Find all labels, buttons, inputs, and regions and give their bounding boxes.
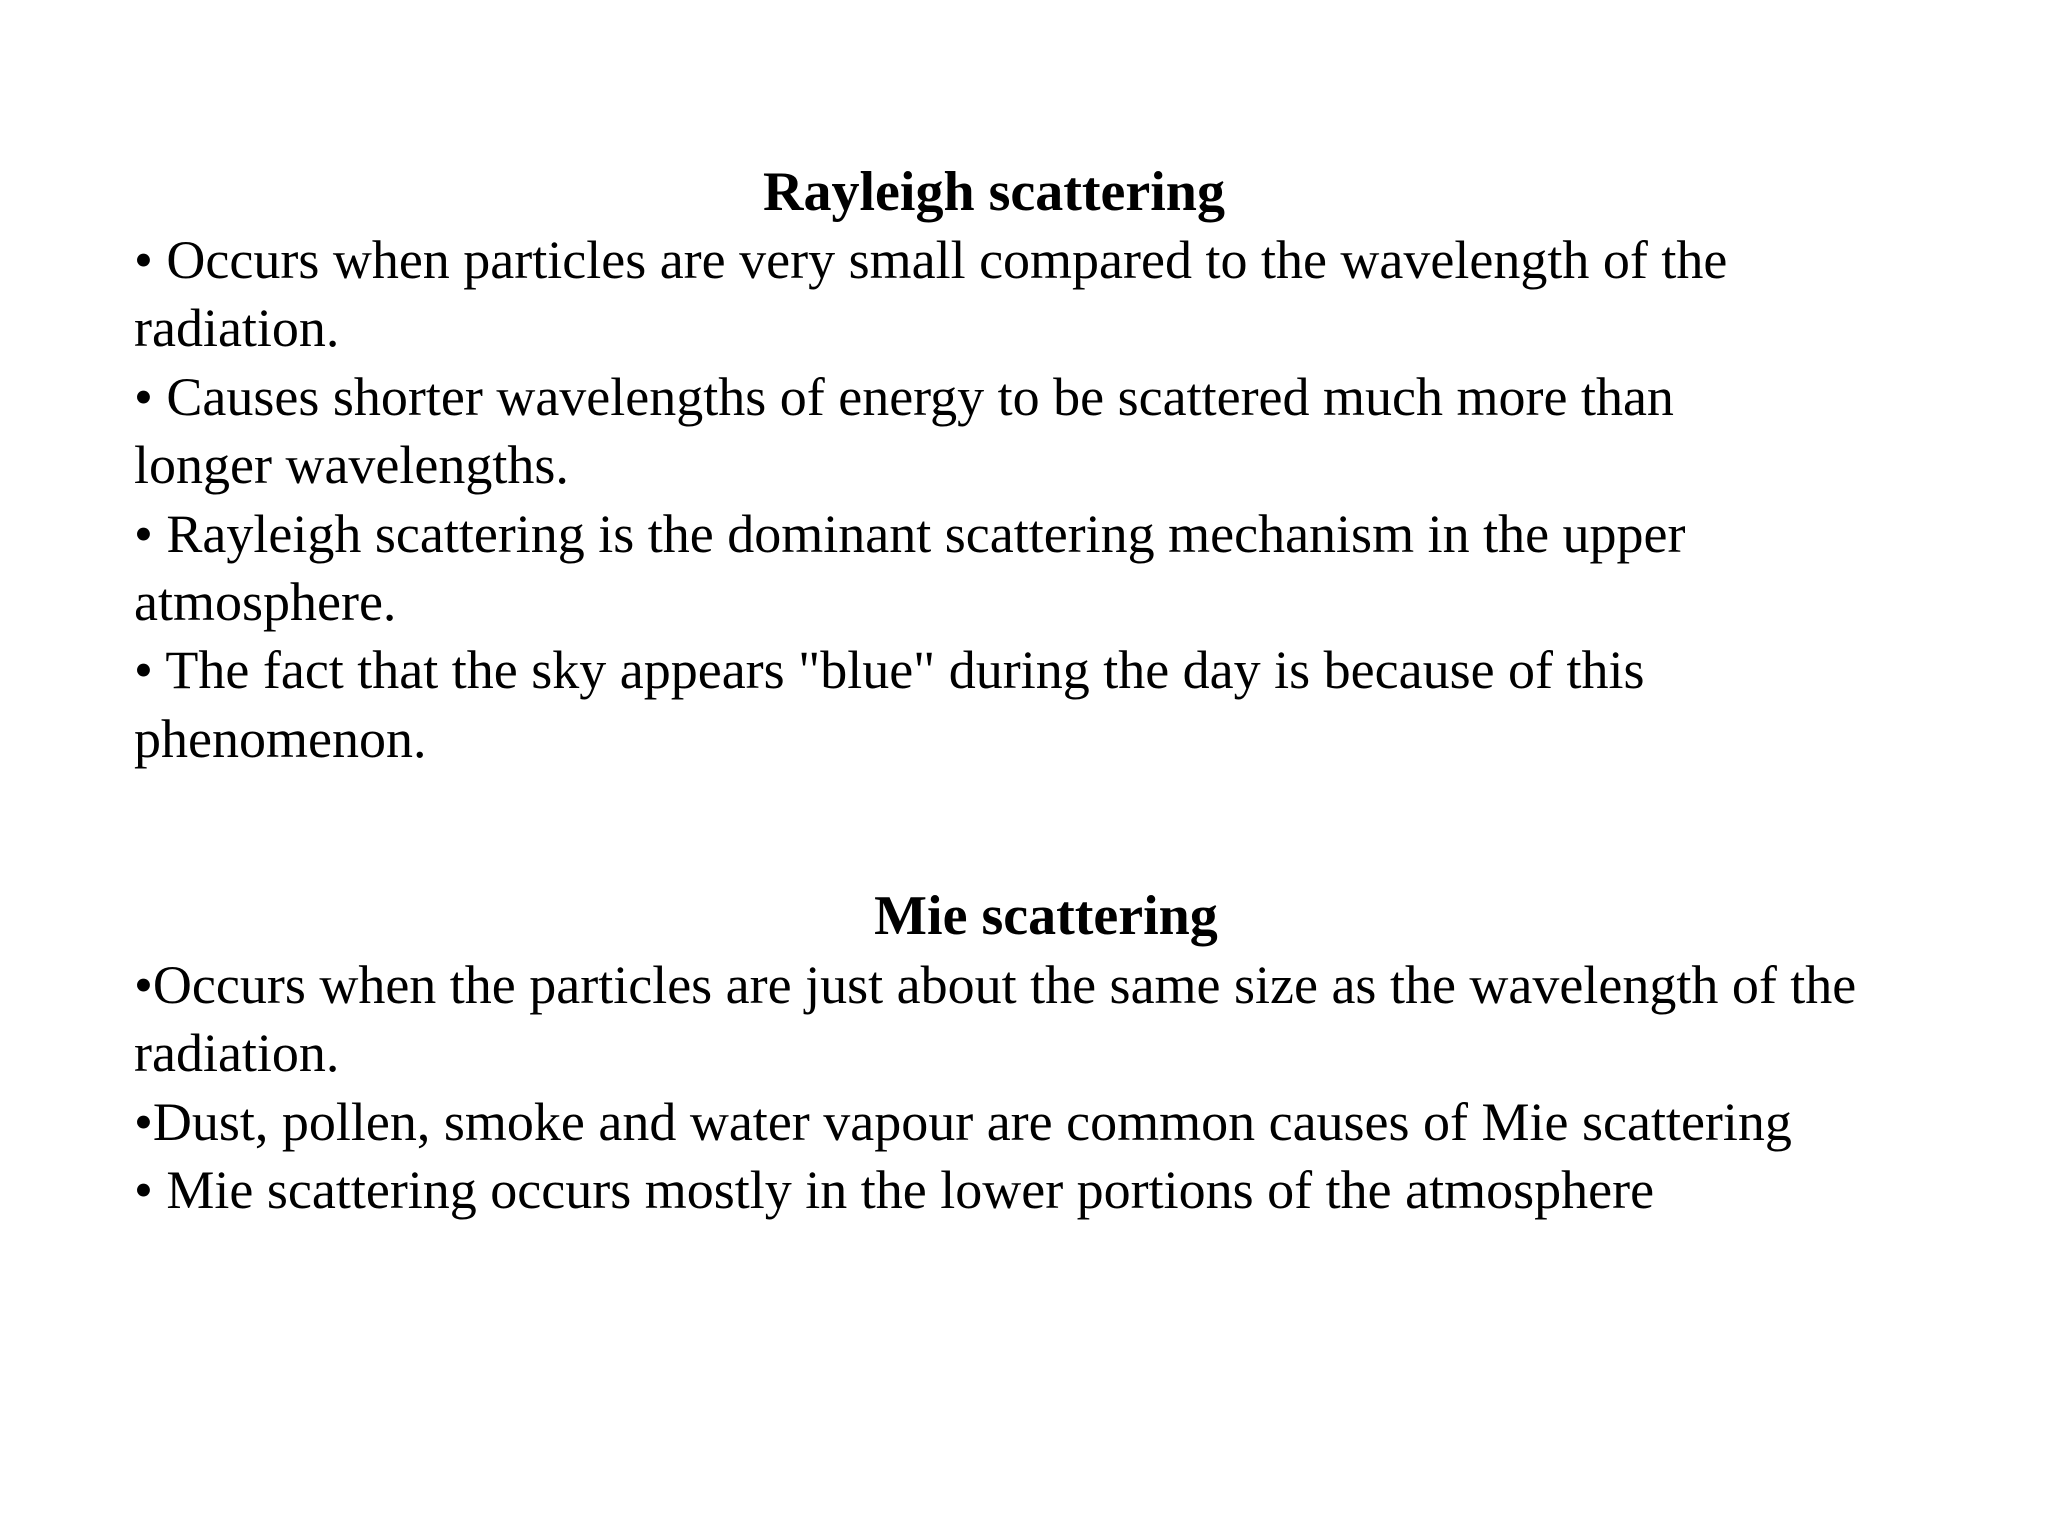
rayleigh-line-6: atmosphere. — [134, 572, 397, 632]
mie-line-3: •Dust, pollen, smoke and water vapour are common causes of Mie scattering — [134, 1092, 1792, 1152]
mie-line-2: radiation. — [134, 1023, 340, 1083]
mie-line-1: •Occurs when the particles are just about the same size as the wavelength of the — [134, 955, 1857, 1015]
rayleigh-line-2: radiation. — [134, 298, 340, 358]
rayleigh-line-5: • Rayleigh scattering is the dominant scattering mechanism in the upper — [134, 504, 1686, 564]
rayleigh-title: Rayleigh scattering — [763, 161, 1225, 223]
rayleigh-line-8: phenomenon. — [134, 709, 427, 769]
rayleigh-line-3: • Causes shorter wavelengths of energy to be scattered much more than — [134, 367, 1674, 427]
rayleigh-line-7: • The fact that the sky appears "blue" during the day is because of this — [134, 640, 1645, 700]
mie-line-4: • Mie scattering occurs mostly in the lower portions of the atmosphere — [134, 1160, 1655, 1220]
rayleigh-line-1: • Occurs when particles are very small compared to the wavelength of the — [134, 230, 1728, 290]
rayleigh-line-4: longer wavelengths. — [134, 435, 569, 495]
mie-title: Mie scattering — [874, 885, 1218, 947]
